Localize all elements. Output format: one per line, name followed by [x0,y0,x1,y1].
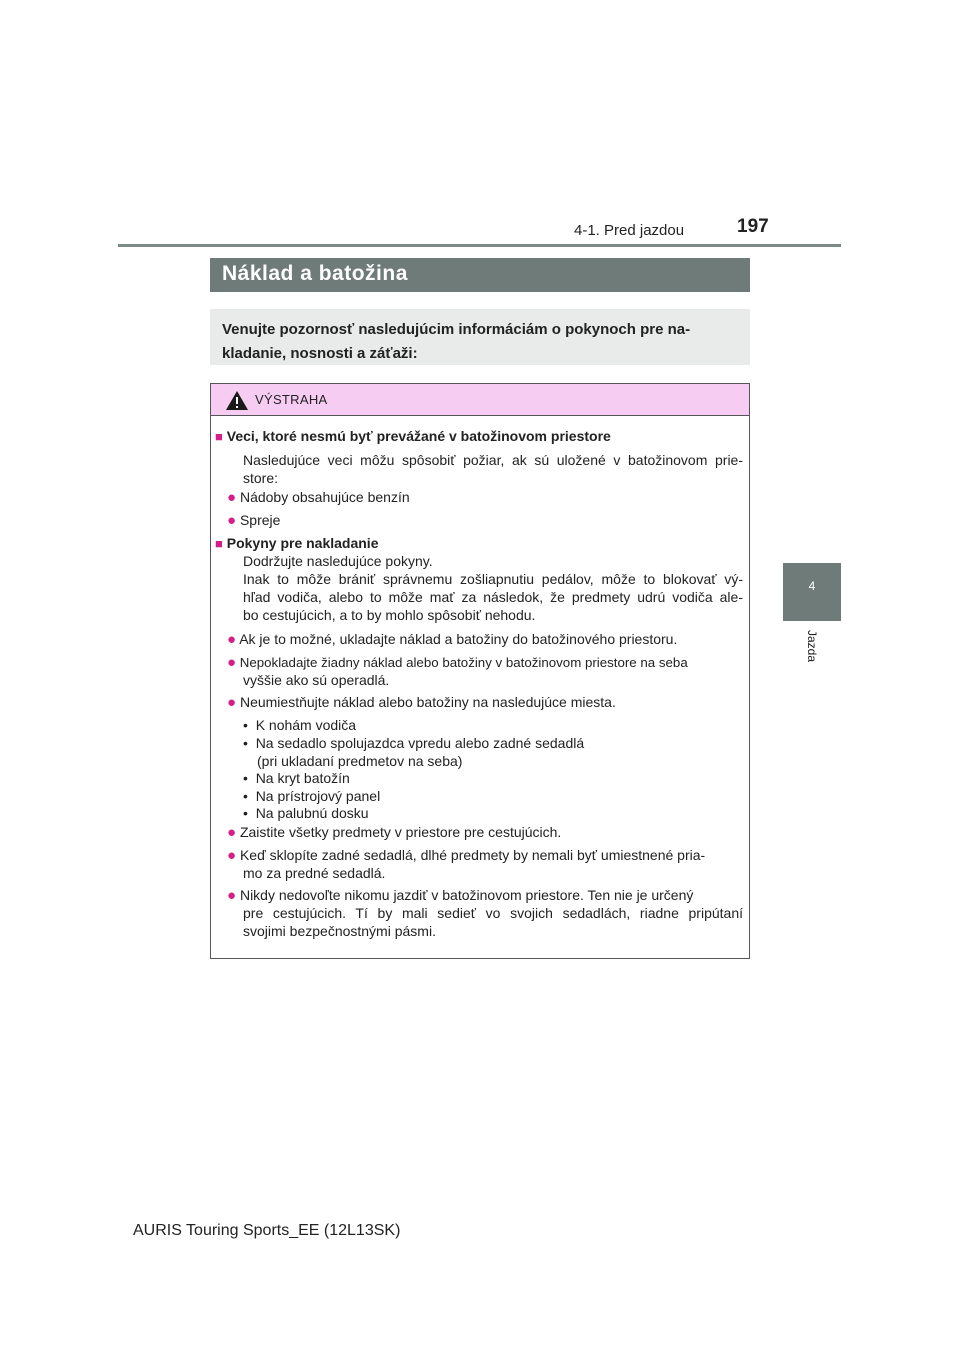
list-item-text: Keď sklopíte zadné sedadlá, dlhé predmety by nemali byť umiestnené pria- [239,847,706,863]
page-title: Náklad a batožina [222,262,408,285]
bullet-icon: ● [227,847,237,864]
place-item [243,805,369,822]
chapter-number: 4 [808,579,816,593]
intro-text [222,318,742,366]
bullet-icon: ● [227,694,237,711]
list-item [227,887,693,904]
list-item-text: Ak je to možné, ukladajte náklad a batožiny do batožinového priestoru. [239,631,678,647]
place-item-continuation: (pri ukladaní predmetov na seba) [257,753,463,769]
warning-title: VÝSTRAHA [255,392,328,407]
list-item-text: Zaistite všetky predmety v priestore pre cestujúcich. [239,824,562,840]
bullet-icon: ● [227,489,237,506]
page-number: 197 [737,216,769,237]
place-text: K nohám vodiča [255,717,357,733]
section-2-text-4: bo cestujúcich, a to by mohlo spôsobiť nehodu. [243,607,536,623]
section-2-text-3: hľad vodiča, alebo to môže mať za následok, že predmety udrú vodiča ale- [243,589,743,605]
list-item-text: Nepokladajte žiadny náklad alebo batožiny v batožinovom priestore na seba [239,655,688,670]
list-item-text: Spreje [239,512,281,528]
list-item-text: Neumiestňujte náklad alebo batožiny na nasledujúce miesta. [239,694,616,710]
section-1-text-2: store: [243,470,279,486]
list-item-text: Nádoby obsahujúce benzín [239,489,410,505]
place-text: Na prístrojový panel [255,788,381,804]
intro-box [210,309,750,365]
list-item [227,631,677,648]
list-item [227,489,410,506]
place-item [243,788,380,805]
section-2-heading-row [215,535,378,552]
list-item [227,694,616,711]
section-1-heading: Veci, ktoré nesmú byť prevážané v batožinovom priestore [226,428,611,444]
place-item [243,770,350,787]
section-1-text-1: Nasledujúce veci môžu spôsobiť požiar, ak sú uložené v batožinovom prie- [243,452,743,468]
section-1-heading-row [215,428,611,445]
list-item-continuation: pre cestujúcich. Tí by mali sedieť vo svojich sedadlách, riadne pripútaní [243,905,743,921]
section-2-heading: Pokyny pre nakladanie [226,535,379,551]
bullet-icon: ● [227,512,237,529]
section-2-text-1: Dodržujte nasledujúce pokyny. [243,553,433,569]
chapter-label [782,630,842,680]
dash-bullet-icon: • [243,805,248,821]
section-title: 4-1. Pred jazdou [574,222,685,239]
dash-bullet-icon: • [243,788,248,804]
header-rule [118,244,841,247]
bullet-icon: ● [227,887,237,904]
square-bullet-icon: ■ [215,536,223,551]
warning-triangle-icon [226,391,248,410]
place-item [243,735,584,752]
list-item-continuation: mo za predné sedadlá. [243,865,386,881]
bullet-icon: ● [227,631,237,648]
list-item [227,512,280,529]
intro-line-2: kladanie, nosnosti a záťaži: [222,345,418,362]
square-bullet-icon: ■ [215,429,223,444]
section-2-text-2: Inak to môže brániť správnemu zošliapnutiu pedálov, môže to blokovať vý- [243,571,743,587]
page-title-bar [210,258,750,292]
list-item-continuation: svojimi bezpečnostnými pásmi. [243,923,436,939]
chapter-tab[interactable] [783,563,841,621]
place-item [243,717,356,734]
dash-bullet-icon: • [243,735,248,751]
list-item-continuation: vyššie ako sú operadlá. [243,672,390,688]
list-item [227,654,688,671]
list-item-text: Nikdy nedovoľte nikomu jazdiť v batožinovom priestore. Ten nie je určený [239,887,694,903]
dash-bullet-icon: • [243,717,248,733]
intro-line-1: Venujte pozornosť nasledujúcim informáciám o pokynoch pre na- [222,321,691,338]
list-item [227,847,705,864]
warning-header [211,384,749,416]
bullet-icon: ● [227,824,237,841]
bullet-icon: ● [227,654,237,671]
dash-bullet-icon: • [243,770,248,786]
place-text: Na sedadlo spolujazdca vpredu alebo zadné sedadlá [255,735,585,751]
chapter-label-text: Jazda [805,630,819,663]
place-text: Na palubnú dosku [255,805,369,821]
place-text: Na kryt batožín [255,770,350,786]
footer-model: AURIS Touring Sports_EE (12L13SK) [133,1222,401,1239]
list-item [227,824,561,841]
warning-box [210,383,750,959]
